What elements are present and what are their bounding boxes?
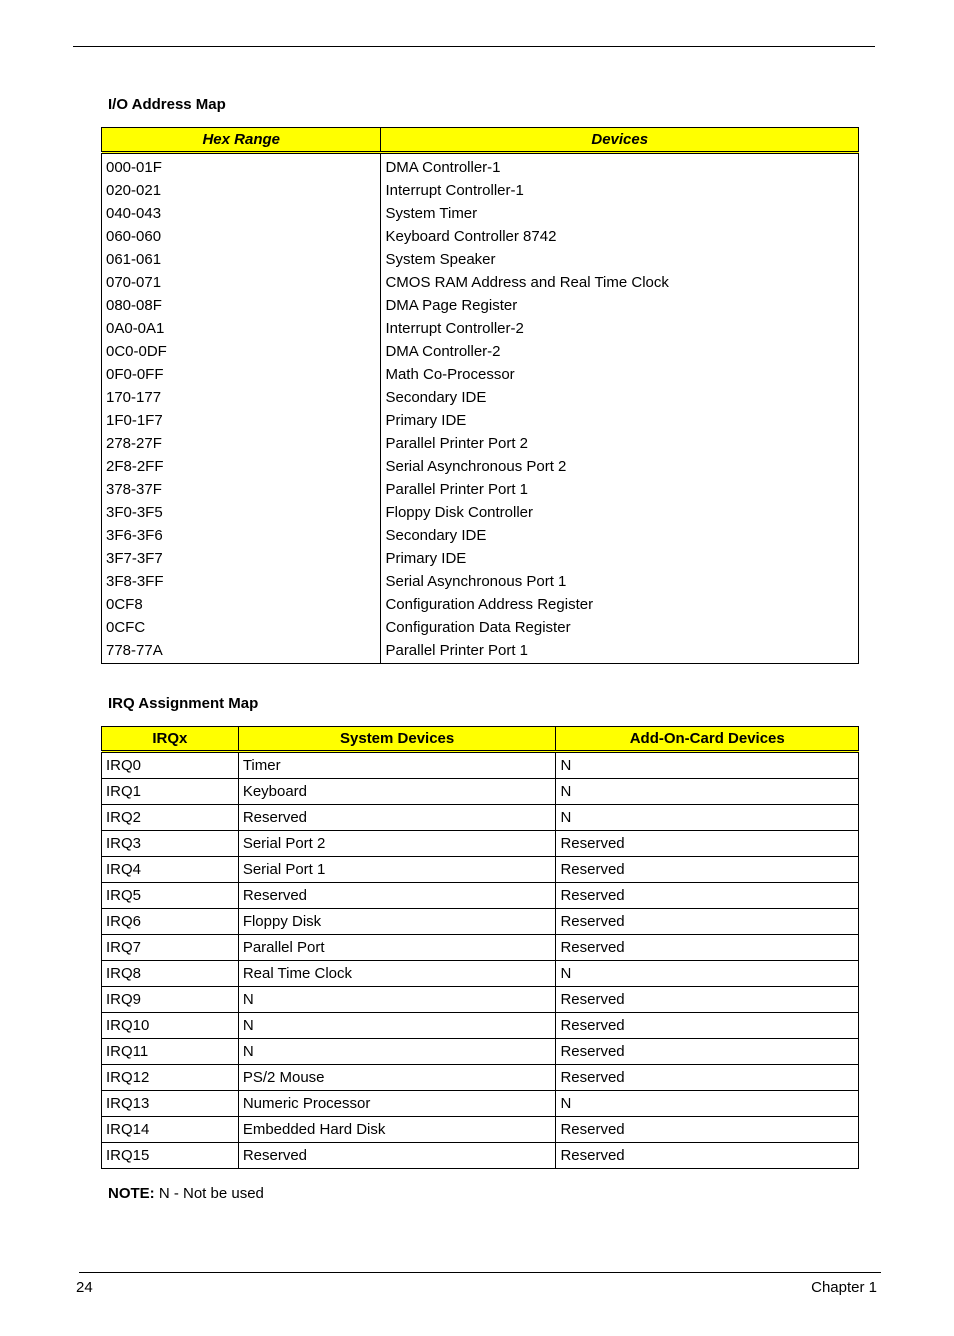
table-row <box>102 961 859 987</box>
device-cell: Primary IDE <box>381 547 859 570</box>
note-text: N - Not be used <box>154 1185 264 1202</box>
system-device-cell: Embedded Hard Disk <box>238 1117 556 1143</box>
system-device-cell: N <box>238 1039 556 1065</box>
hex-range-cell: 0C0-0DF <box>102 340 381 363</box>
hex-range-cell: 0F0-0FF <box>102 363 381 386</box>
hex-range-cell: 080-08F <box>102 294 381 317</box>
irq-cell: IRQ11 <box>102 1039 239 1065</box>
device-cell: Math Co-Processor <box>381 363 859 386</box>
io-table-header-row <box>102 128 859 153</box>
irq-cell: IRQ2 <box>102 805 239 831</box>
add-on-card-device-cell: Reserved <box>556 1039 859 1065</box>
system-device-cell: Serial Port 2 <box>238 831 556 857</box>
table-row <box>102 752 859 779</box>
device-cell: Secondary IDE <box>381 386 859 409</box>
table-row <box>102 1065 859 1091</box>
table-row <box>102 1117 859 1143</box>
table-row <box>102 478 859 501</box>
table-row <box>102 153 859 180</box>
device-cell: DMA Controller-1 <box>381 153 859 180</box>
table-row <box>102 340 859 363</box>
device-cell: Configuration Data Register <box>381 616 859 639</box>
irq-table-header-row <box>102 727 859 752</box>
hex-range-cell: 061-061 <box>102 248 381 271</box>
hex-range-cell: 2F8-2FF <box>102 455 381 478</box>
add-on-card-device-cell: N <box>556 961 859 987</box>
device-cell: System Timer <box>381 202 859 225</box>
device-cell: Keyboard Controller 8742 <box>381 225 859 248</box>
hex-range-cell: 000-01F <box>102 153 381 180</box>
io-header-devices: Devices <box>381 128 859 153</box>
irq-cell: IRQ1 <box>102 779 239 805</box>
table-row <box>102 831 859 857</box>
hex-range-cell: 0CFC <box>102 616 381 639</box>
system-device-cell: Serial Port 1 <box>238 857 556 883</box>
irq-cell: IRQ0 <box>102 752 239 779</box>
hex-range-cell: 070-071 <box>102 271 381 294</box>
table-row <box>102 639 859 664</box>
add-on-card-device-cell: N <box>556 752 859 779</box>
note-label: NOTE: <box>108 1185 155 1202</box>
hex-range-cell: 3F6-3F6 <box>102 524 381 547</box>
hex-range-cell: 040-043 <box>102 202 381 225</box>
table-row <box>102 883 859 909</box>
note <box>108 1185 264 1202</box>
table-row <box>102 1143 859 1169</box>
system-device-cell: Numeric Processor <box>238 1091 556 1117</box>
footer-rule <box>79 1272 881 1273</box>
irq-cell: IRQ4 <box>102 857 239 883</box>
irq-table-body <box>102 752 859 1169</box>
table-row <box>102 935 859 961</box>
table-row <box>102 363 859 386</box>
hex-range-cell: 3F0-3F5 <box>102 501 381 524</box>
add-on-card-device-cell: Reserved <box>556 1013 859 1039</box>
device-cell: Serial Asynchronous Port 2 <box>381 455 859 478</box>
chapter-label: Chapter 1 <box>811 1279 877 1296</box>
irq-cell: IRQ14 <box>102 1117 239 1143</box>
table-row <box>102 294 859 317</box>
system-device-cell: Floppy Disk <box>238 909 556 935</box>
irq-header-system-devices: System Devices <box>238 727 556 752</box>
system-device-cell: Parallel Port <box>238 935 556 961</box>
device-cell: CMOS RAM Address and Real Time Clock <box>381 271 859 294</box>
irq-cell: IRQ6 <box>102 909 239 935</box>
table-row <box>102 524 859 547</box>
system-device-cell: N <box>238 1013 556 1039</box>
add-on-card-device-cell: Reserved <box>556 935 859 961</box>
device-cell: Serial Asynchronous Port 1 <box>381 570 859 593</box>
table-row <box>102 1091 859 1117</box>
table-row <box>102 317 859 340</box>
table-row <box>102 987 859 1013</box>
irq-assignment-map-table <box>101 726 859 1169</box>
header-rule <box>73 46 875 47</box>
add-on-card-device-cell: N <box>556 1091 859 1117</box>
irq-cell: IRQ7 <box>102 935 239 961</box>
table-row <box>102 455 859 478</box>
add-on-card-device-cell: Reserved <box>556 987 859 1013</box>
irq-cell: IRQ9 <box>102 987 239 1013</box>
irq-cell: IRQ5 <box>102 883 239 909</box>
irq-cell: IRQ13 <box>102 1091 239 1117</box>
hex-range-cell: 3F8-3FF <box>102 570 381 593</box>
page-number: 24 <box>76 1279 93 1296</box>
add-on-card-device-cell: Reserved <box>556 1065 859 1091</box>
hex-range-cell: 0A0-0A1 <box>102 317 381 340</box>
hex-range-cell: 778-77A <box>102 639 381 664</box>
system-device-cell: Keyboard <box>238 779 556 805</box>
table-row <box>102 547 859 570</box>
device-cell: Secondary IDE <box>381 524 859 547</box>
add-on-card-device-cell: Reserved <box>556 883 859 909</box>
hex-range-cell: 170-177 <box>102 386 381 409</box>
irq-cell: IRQ8 <box>102 961 239 987</box>
device-cell: Primary IDE <box>381 409 859 432</box>
hex-range-cell: 060-060 <box>102 225 381 248</box>
hex-range-cell: 378-37F <box>102 478 381 501</box>
system-device-cell: PS/2 Mouse <box>238 1065 556 1091</box>
irq-assignment-map-title: IRQ Assignment Map <box>108 695 259 712</box>
device-cell: Parallel Printer Port 2 <box>381 432 859 455</box>
table-row <box>102 202 859 225</box>
table-row <box>102 432 859 455</box>
irq-cell: IRQ10 <box>102 1013 239 1039</box>
add-on-card-device-cell: N <box>556 779 859 805</box>
system-device-cell: Reserved <box>238 1143 556 1169</box>
table-row <box>102 225 859 248</box>
hex-range-cell: 1F0-1F7 <box>102 409 381 432</box>
io-address-map-title: I/O Address Map <box>108 96 226 113</box>
table-row <box>102 857 859 883</box>
device-cell: System Speaker <box>381 248 859 271</box>
io-header-hex-range: Hex Range <box>102 128 381 153</box>
system-device-cell: Reserved <box>238 805 556 831</box>
table-row <box>102 779 859 805</box>
device-cell: Parallel Printer Port 1 <box>381 639 859 664</box>
add-on-card-device-cell: Reserved <box>556 857 859 883</box>
system-device-cell: Timer <box>238 752 556 779</box>
add-on-card-device-cell: N <box>556 805 859 831</box>
table-row <box>102 501 859 524</box>
device-cell: Interrupt Controller-2 <box>381 317 859 340</box>
table-row <box>102 570 859 593</box>
table-row <box>102 386 859 409</box>
io-table-body <box>102 153 859 664</box>
hex-range-cell: 3F7-3F7 <box>102 547 381 570</box>
irq-cell: IRQ15 <box>102 1143 239 1169</box>
table-row <box>102 271 859 294</box>
table-row <box>102 179 859 202</box>
irq-cell: IRQ12 <box>102 1065 239 1091</box>
hex-range-cell: 020-021 <box>102 179 381 202</box>
device-cell: DMA Page Register <box>381 294 859 317</box>
table-row <box>102 593 859 616</box>
add-on-card-device-cell: Reserved <box>556 909 859 935</box>
system-device-cell: Reserved <box>238 883 556 909</box>
io-address-map-table <box>101 127 859 664</box>
hex-range-cell: 0CF8 <box>102 593 381 616</box>
add-on-card-device-cell: Reserved <box>556 1117 859 1143</box>
table-row <box>102 1039 859 1065</box>
table-row <box>102 248 859 271</box>
device-cell: Interrupt Controller-1 <box>381 179 859 202</box>
table-row <box>102 409 859 432</box>
irq-cell: IRQ3 <box>102 831 239 857</box>
hex-range-cell: 278-27F <box>102 432 381 455</box>
table-row <box>102 1013 859 1039</box>
table-row <box>102 616 859 639</box>
add-on-card-device-cell: Reserved <box>556 831 859 857</box>
irq-header-add-on-card-devices: Add-On-Card Devices <box>556 727 859 752</box>
device-cell: Parallel Printer Port 1 <box>381 478 859 501</box>
table-row <box>102 909 859 935</box>
device-cell: Floppy Disk Controller <box>381 501 859 524</box>
system-device-cell: Real Time Clock <box>238 961 556 987</box>
add-on-card-device-cell: Reserved <box>556 1143 859 1169</box>
irq-header-irqx: IRQx <box>102 727 239 752</box>
system-device-cell: N <box>238 987 556 1013</box>
table-row <box>102 805 859 831</box>
device-cell: Configuration Address Register <box>381 593 859 616</box>
device-cell: DMA Controller-2 <box>381 340 859 363</box>
